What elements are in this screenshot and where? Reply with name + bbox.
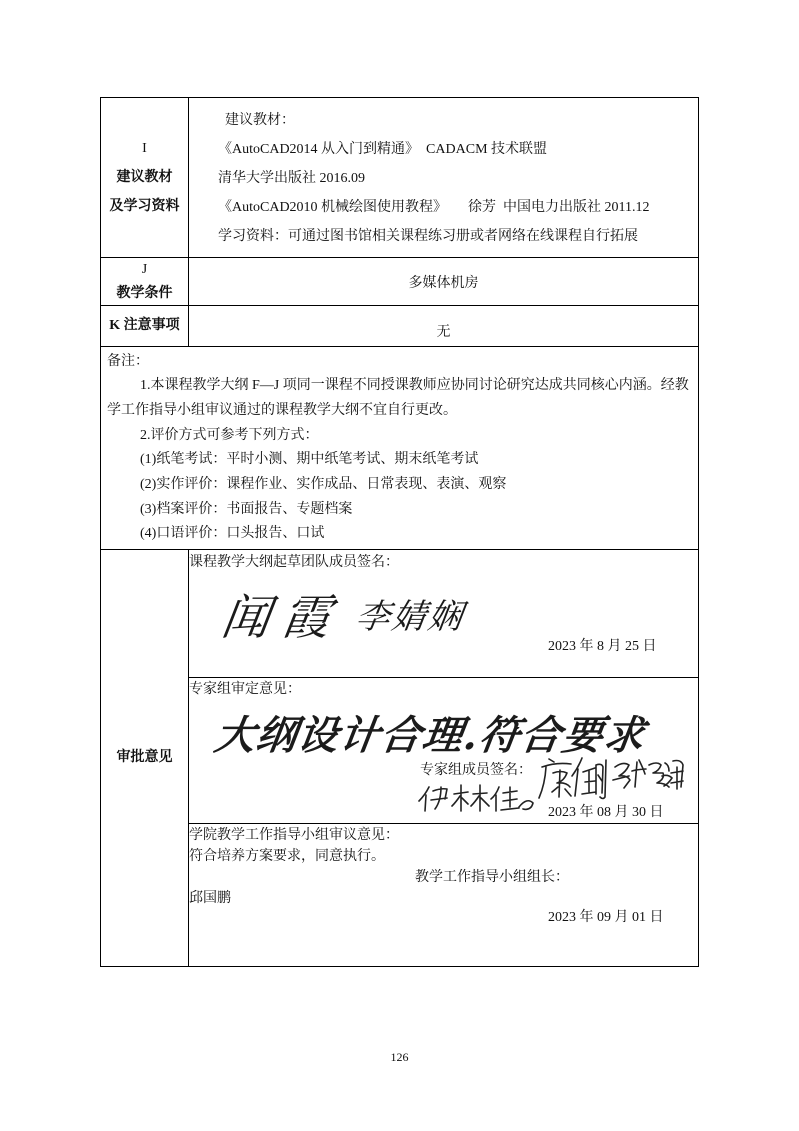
textbook-1-title: 《AutoCAD2014 从入门到精通》 CADACM 技术联盟 — [218, 142, 548, 157]
section-i-label-line2: 及学习资料 — [109, 199, 180, 214]
notes-content: 无 — [436, 325, 451, 340]
drafter-signature-1: 闻霞 — [218, 590, 346, 646]
textbook-2: 《AutoCAD2010 机械绘图使用教程》 徐芳 中国电力出版社 2011.12 — [218, 200, 650, 215]
learning-materials: 学习资料：可通过图书馆相关课程练习册或者网络在线课程自行拓展 — [218, 229, 638, 244]
college-group-cell — [189, 824, 698, 966]
drafter-signature-2: 李婧娴 — [353, 597, 467, 637]
expert-signature-3 — [419, 785, 533, 811]
expert-group-prompt: 专家组审定意见： — [189, 682, 301, 697]
group-leader-label: 教学工作指导小组组长： — [415, 870, 569, 885]
expert-handwritten-opinion: 大纲设计合理.符合要求 — [211, 712, 649, 759]
group-leader-name: 邱国鹏 — [189, 891, 231, 906]
approval-label: 审批意见 — [116, 750, 173, 765]
remarks-title: 备注： — [107, 353, 149, 369]
expert-members-label: 专家组成员签名： — [420, 763, 532, 778]
college-group-opinion: 符合培养方案要求，同意执行。 — [189, 849, 385, 864]
college-group-prompt: 学院教学工作指导小组审议意见： — [189, 828, 399, 843]
section-k-label: K 注意事项 — [109, 318, 180, 333]
syllabus-table — [100, 97, 699, 967]
approval-label-cell — [101, 550, 189, 966]
drafting-team-cell — [189, 550, 698, 678]
expert-date: 2023 年 08 月 30 日 — [548, 805, 664, 820]
expert-signature-1 — [539, 758, 606, 799]
section-k-label-cell — [101, 306, 189, 347]
drafting-date: 2023 年 8 月 25 日 — [548, 639, 657, 654]
drafting-team-prompt: 课程教学大纲起草团队成员签名： — [189, 555, 399, 570]
remark-line: (3)档案评价：书面报告、专题档案 — [140, 501, 353, 517]
remark-line: 1.本课程教学大纲 F—J 项同一课程不同授课教师应协同讨论研究达成共同核心内涵。经教 — [140, 378, 689, 394]
remark-line: (4)口语评价：口头报告、口试 — [140, 526, 325, 542]
remark-line: 学工作指导小组审议通过的课程教学大纲不宜自行更改。 — [107, 402, 457, 418]
section-j-code: J — [141, 261, 148, 277]
section-j-label: 教学条件 — [116, 285, 173, 301]
section-i-code: I — [142, 141, 147, 156]
remark-line: (1)纸笔考试：平时小测、期中纸笔考试、期末纸笔考试 — [140, 452, 479, 468]
remark-line: (2)实作评价：课程作业、实作成品、日常表现、表演、观察 — [140, 477, 507, 493]
expert-signature-2 — [613, 760, 683, 789]
section-i-content-cell — [189, 98, 698, 258]
section-k-content-cell — [189, 306, 698, 347]
remarks-cell — [101, 347, 698, 550]
section-j-content-cell — [189, 258, 698, 306]
expert-group-cell — [189, 678, 698, 824]
teaching-conditions: 多媒体机房 — [408, 275, 479, 291]
textbook-1-publisher: 清华大学出版社 2016.09 — [218, 171, 365, 186]
remark-line: 2.评价方式可参考下列方式： — [140, 427, 319, 443]
section-i-label-cell — [101, 98, 189, 258]
page-number: 126 — [390, 1050, 409, 1064]
college-date: 2023 年 09 月 01 日 — [548, 910, 664, 925]
textbook-heading: 建议教材： — [225, 113, 295, 128]
section-i-label-line1: 建议教材 — [116, 170, 173, 185]
section-j-label-cell — [101, 258, 189, 306]
